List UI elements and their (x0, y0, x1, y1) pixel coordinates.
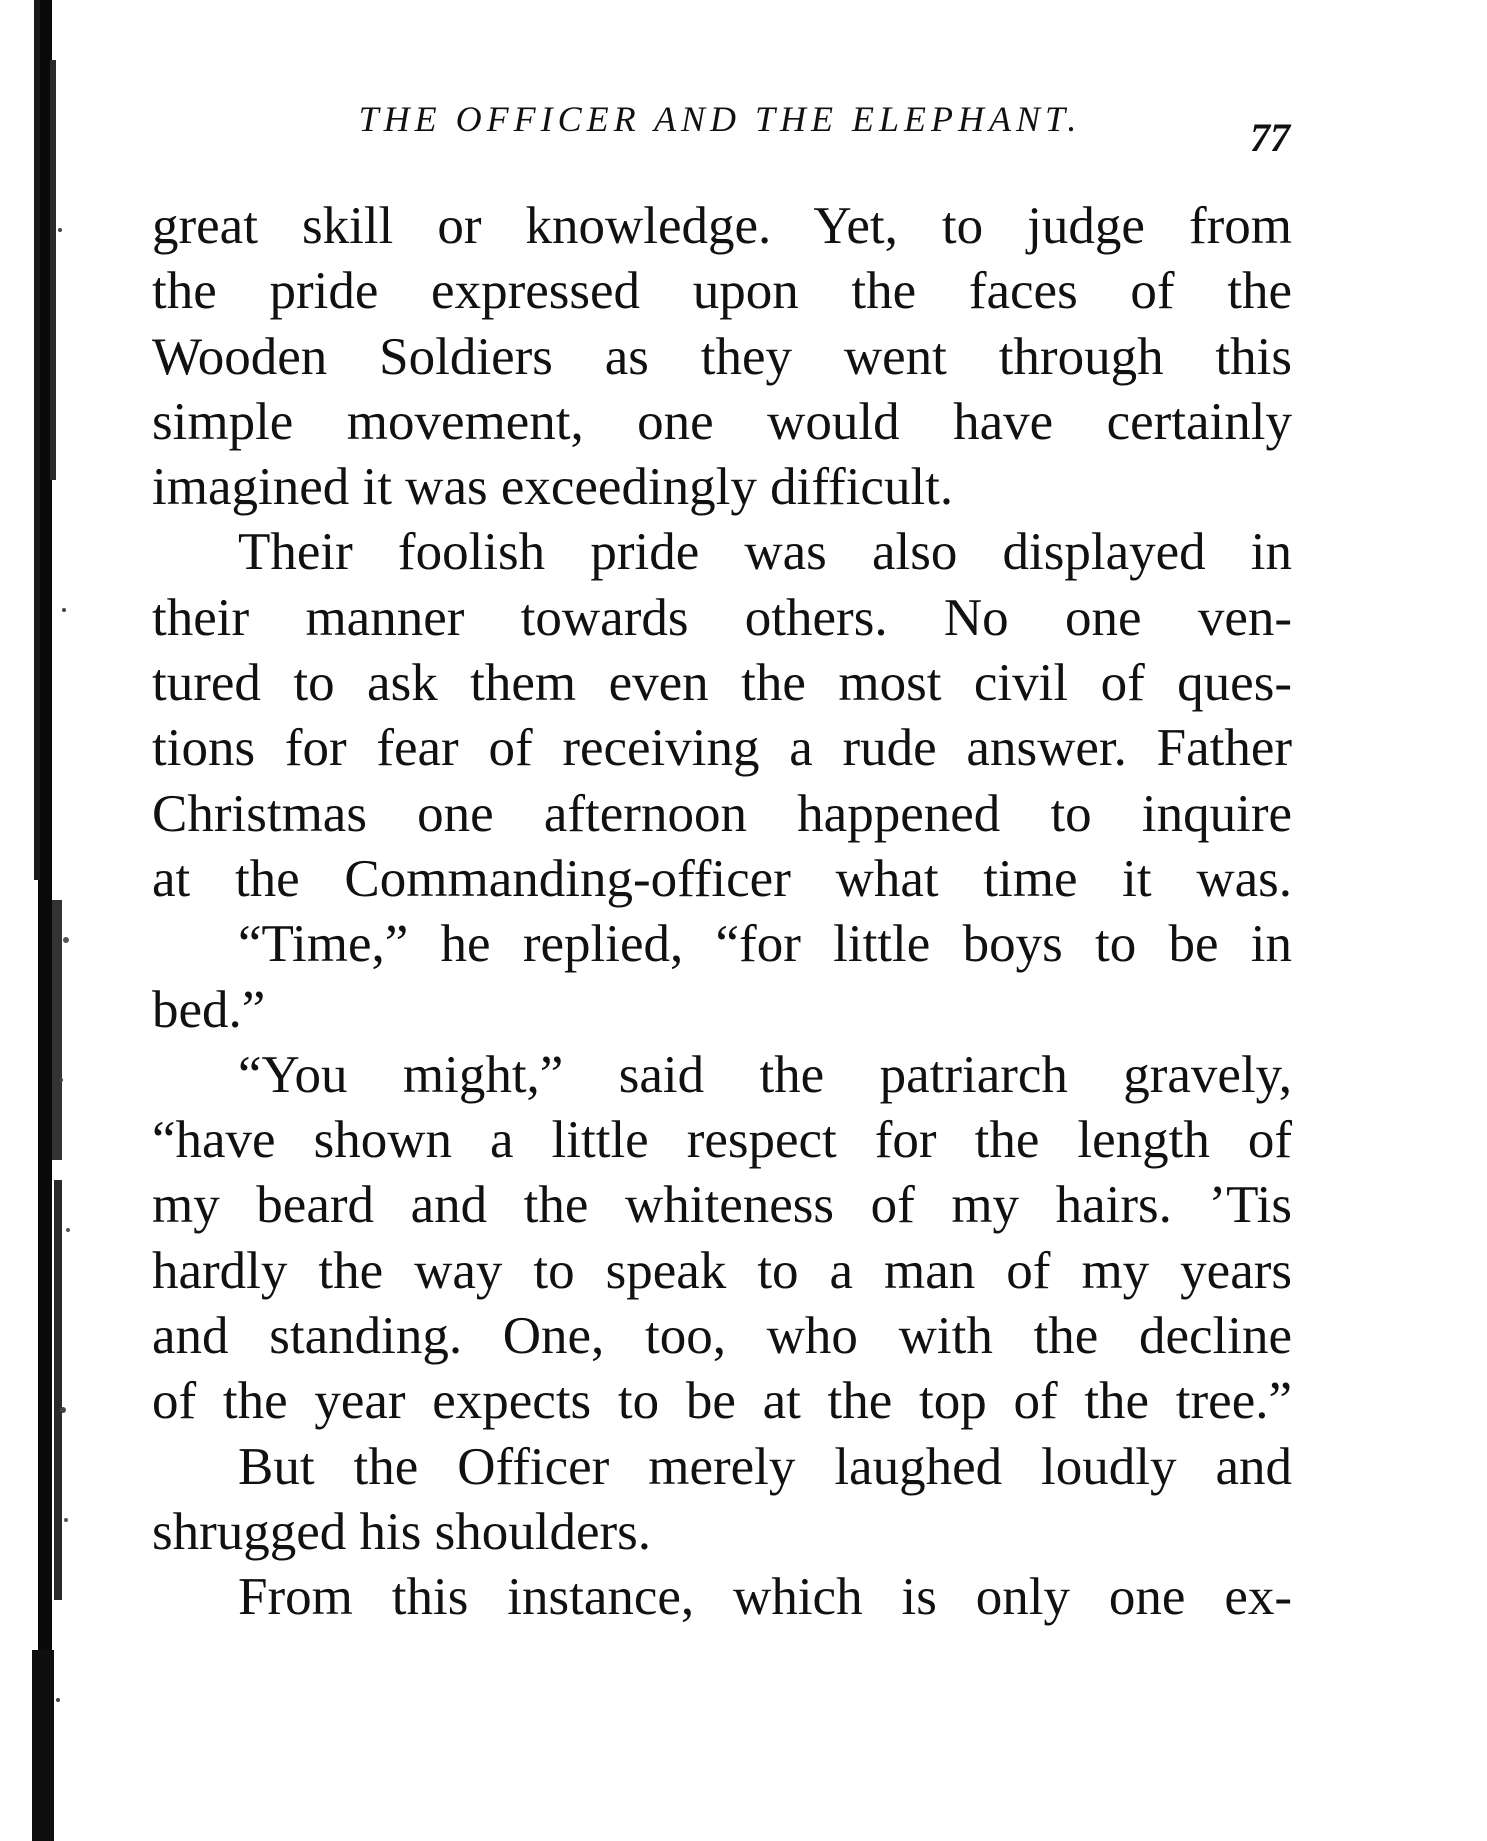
text-line: imagined it was exceedingly difficult. (152, 458, 954, 517)
text-line: bed.” (152, 980, 266, 1039)
text-line: shrugged his shoulders. (152, 1502, 652, 1561)
text-line: “You might,” said the patriarch gravely, (238, 1045, 1292, 1104)
text-line: But the Officer merely laughed loudly and (238, 1437, 1292, 1496)
body-text (152, 194, 1292, 1631)
text-line: my beard and the whiteness of my hairs. ’Tis (152, 1176, 1292, 1235)
page-number: 77 (1250, 115, 1290, 160)
text-line: “Time,” he replied, “for little boys to be in (238, 915, 1292, 974)
text-line: great skill or knowledge. Yet, to judge from (152, 197, 1292, 255)
text-line: Christmas one afternoon happened to inquire (152, 784, 1292, 843)
scanned-binding-edge (30, 0, 90, 1841)
text-line: and standing. One, too, who with the decline (152, 1307, 1292, 1366)
text-line: tured to ask them even the most civil of ques- (152, 654, 1292, 713)
text-line: of the year expects to be at the top of the tree.” (152, 1372, 1292, 1431)
running-head-title: THE OFFICER AND THE ELEPHANT. (358, 99, 1082, 139)
text-line: Wooden Soldiers as they went through this (152, 327, 1292, 386)
text-line: the pride expressed upon the faces of the (152, 262, 1292, 321)
text-line: their manner towards others. No one ven- (152, 588, 1292, 647)
text-line: Their foolish pride was also displayed in (238, 523, 1292, 582)
text-line: hardly the way to speak to a man of my years (152, 1241, 1292, 1300)
text-line: tions for fear of receiving a rude answer. Father (152, 719, 1292, 778)
text-line: at the Commanding-officer what time it was. (152, 849, 1292, 908)
text-line: “have shown a little respect for the length of (152, 1111, 1292, 1170)
text-line: simple movement, one would have certainly (152, 392, 1292, 451)
text-line: From this instance, which is only one ex- (238, 1568, 1292, 1627)
